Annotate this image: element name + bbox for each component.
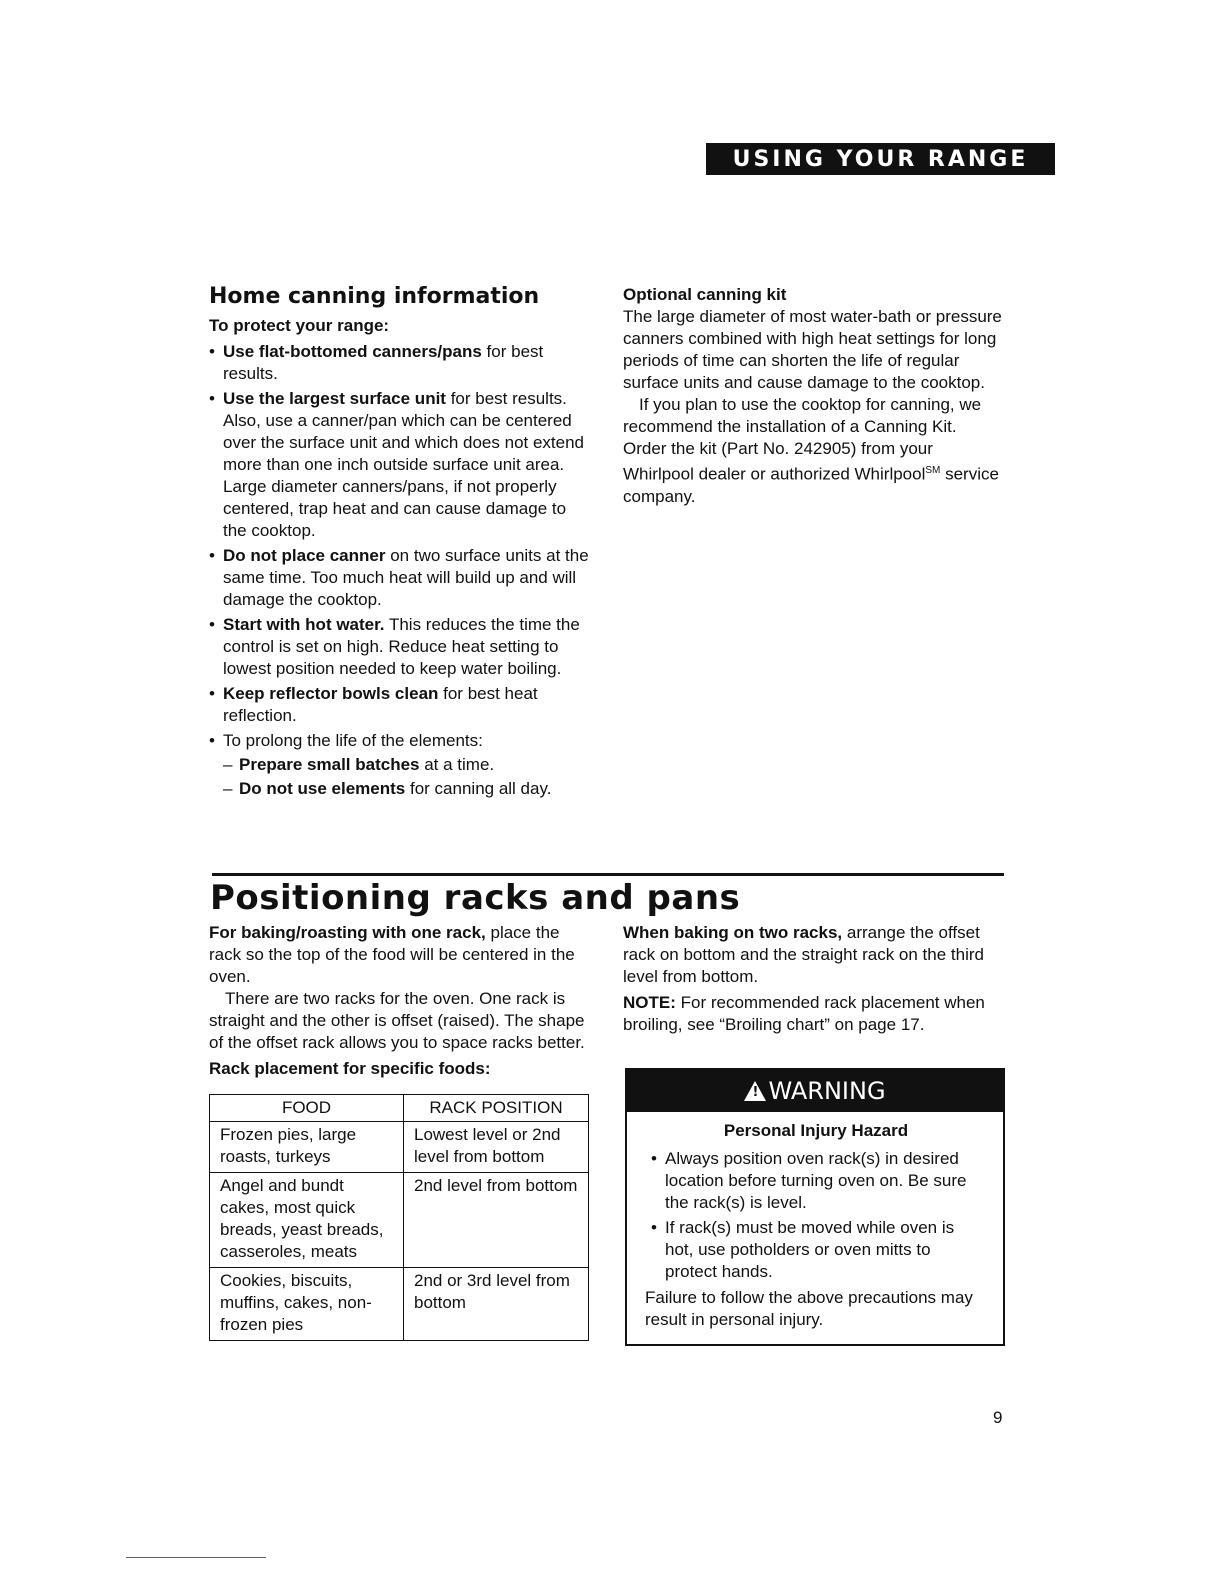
element-life-sublist <box>209 754 594 800</box>
warning-box <box>625 1068 1005 1346</box>
table-cell: Frozen pies, large roasts, turkeys <box>210 1122 404 1173</box>
warning-list <box>651 1148 987 1283</box>
warning-triangle-icon: ! <box>744 1081 766 1101</box>
canning-kit-para1: The large diameter of most water-bath or pressure canners combined with high heat settings for long periods of time can shorten the life of regular surface units and cause damage to the cooktop. <box>623 307 1002 392</box>
section-header <box>706 143 1055 175</box>
page-number: 9 <box>993 1408 1003 1427</box>
canning-kit-section <box>623 284 1003 508</box>
home-canning-section <box>209 284 594 803</box>
home-canning-list <box>209 341 594 800</box>
list-item: • Use the largest surface unit for best results. Also, use a canner/pan which can be centered over the surface unit and which does not extend more than one inch outside surface unit area. Large diameter canners/pans, if not properly centered, trap heat and can cause damage to the cooktop. <box>209 388 594 542</box>
warning-footer: Failure to follow the above precautions may result in personal injury. <box>645 1288 973 1329</box>
column-header-rack-position: RACK POSITION <box>404 1095 589 1122</box>
table-cell: Cookies, biscuits, muffins, cakes, non-frozen pies <box>210 1268 404 1341</box>
positioning-left <box>209 922 594 1341</box>
list-item: • Keep reflector bowls clean for best heat reflection. <box>209 683 594 727</box>
two-racks-info: There are two racks for the oven. One rack is straight and the other is offset (raised). The shape of the offset rack allows you to space racks better. <box>209 989 585 1052</box>
rack-placement-table <box>209 1094 589 1341</box>
warning-subtitle: Personal Injury Hazard <box>723 1121 909 1140</box>
table-cell: 2nd or 3rd level from bottom <box>404 1268 589 1341</box>
table-header-row <box>210 1095 589 1122</box>
positioning-title: Positioning racks and pans <box>210 878 741 918</box>
table-row <box>210 1173 589 1268</box>
warning-header <box>627 1070 1003 1112</box>
list-item: • Start with hot water. This reduces the time the control is set on high. Reduce heat setting to lowest position needed to keep water boiling. <box>209 614 594 680</box>
broiling-note: NOTE: For recommended rack placement when broiling, see “Broiling chart” on page 17. <box>623 993 985 1034</box>
column-header-food: FOOD <box>210 1095 404 1122</box>
section-header-label: USING YOUR RANGE <box>732 146 1029 172</box>
table-cell: Angel and bundt cakes, most quick breads, yeast breads, casseroles, meats <box>210 1173 404 1268</box>
two-rack-instructions: When baking on two racks, arrange the offset rack on bottom and the straight rack on the third level from bottom. <box>623 923 984 986</box>
table-caption: Rack placement for specific foods: <box>209 1059 491 1078</box>
warning-label: WARNING <box>768 1077 886 1105</box>
list-item: • Do not place canner on two surface units at the same time. Too much heat will build up and will damage the cooktop. <box>209 545 594 611</box>
list-item: • Use flat-bottomed canners/pans for best results. <box>209 341 594 385</box>
one-rack-instructions: For baking/roasting with one rack, place the rack so the top of the food will be centered in the oven. <box>209 923 575 986</box>
table-row <box>210 1122 589 1173</box>
list-item: – Do not use elements for canning all day. <box>209 778 594 800</box>
list-item: • If rack(s) must be moved while oven is hot, use potholders or oven mitts to protect hands. <box>651 1217 987 1283</box>
positioning-right <box>623 922 1003 1036</box>
canning-kit-title: Optional canning kit <box>623 285 787 304</box>
list-item: • To prolong the life of the elements: – Prepare small batches at a time. – Do not use elements for canning all day. <box>209 730 594 800</box>
home-canning-intro: To protect your range: <box>209 316 390 335</box>
canning-kit-para2: If you plan to use the cooktop for canning, we recommend the installation of a Canning Kit. Order the kit (Part No. 242905) from your Whirlpool dealer or authorized Whirlpool℠ service company. <box>623 395 999 506</box>
table-row <box>210 1268 589 1341</box>
table-cell: 2nd level from bottom <box>404 1173 589 1268</box>
table-cell: Lowest level or 2nd level from bottom <box>404 1122 589 1173</box>
home-canning-title: Home canning information <box>209 284 540 309</box>
list-item: • Always position oven rack(s) in desired location before turning oven on. Be sure the rack(s) is level. <box>651 1148 987 1214</box>
list-item: – Prepare small batches at a time. <box>209 754 594 776</box>
section-divider <box>212 873 1004 876</box>
footer-line <box>126 1557 266 1558</box>
